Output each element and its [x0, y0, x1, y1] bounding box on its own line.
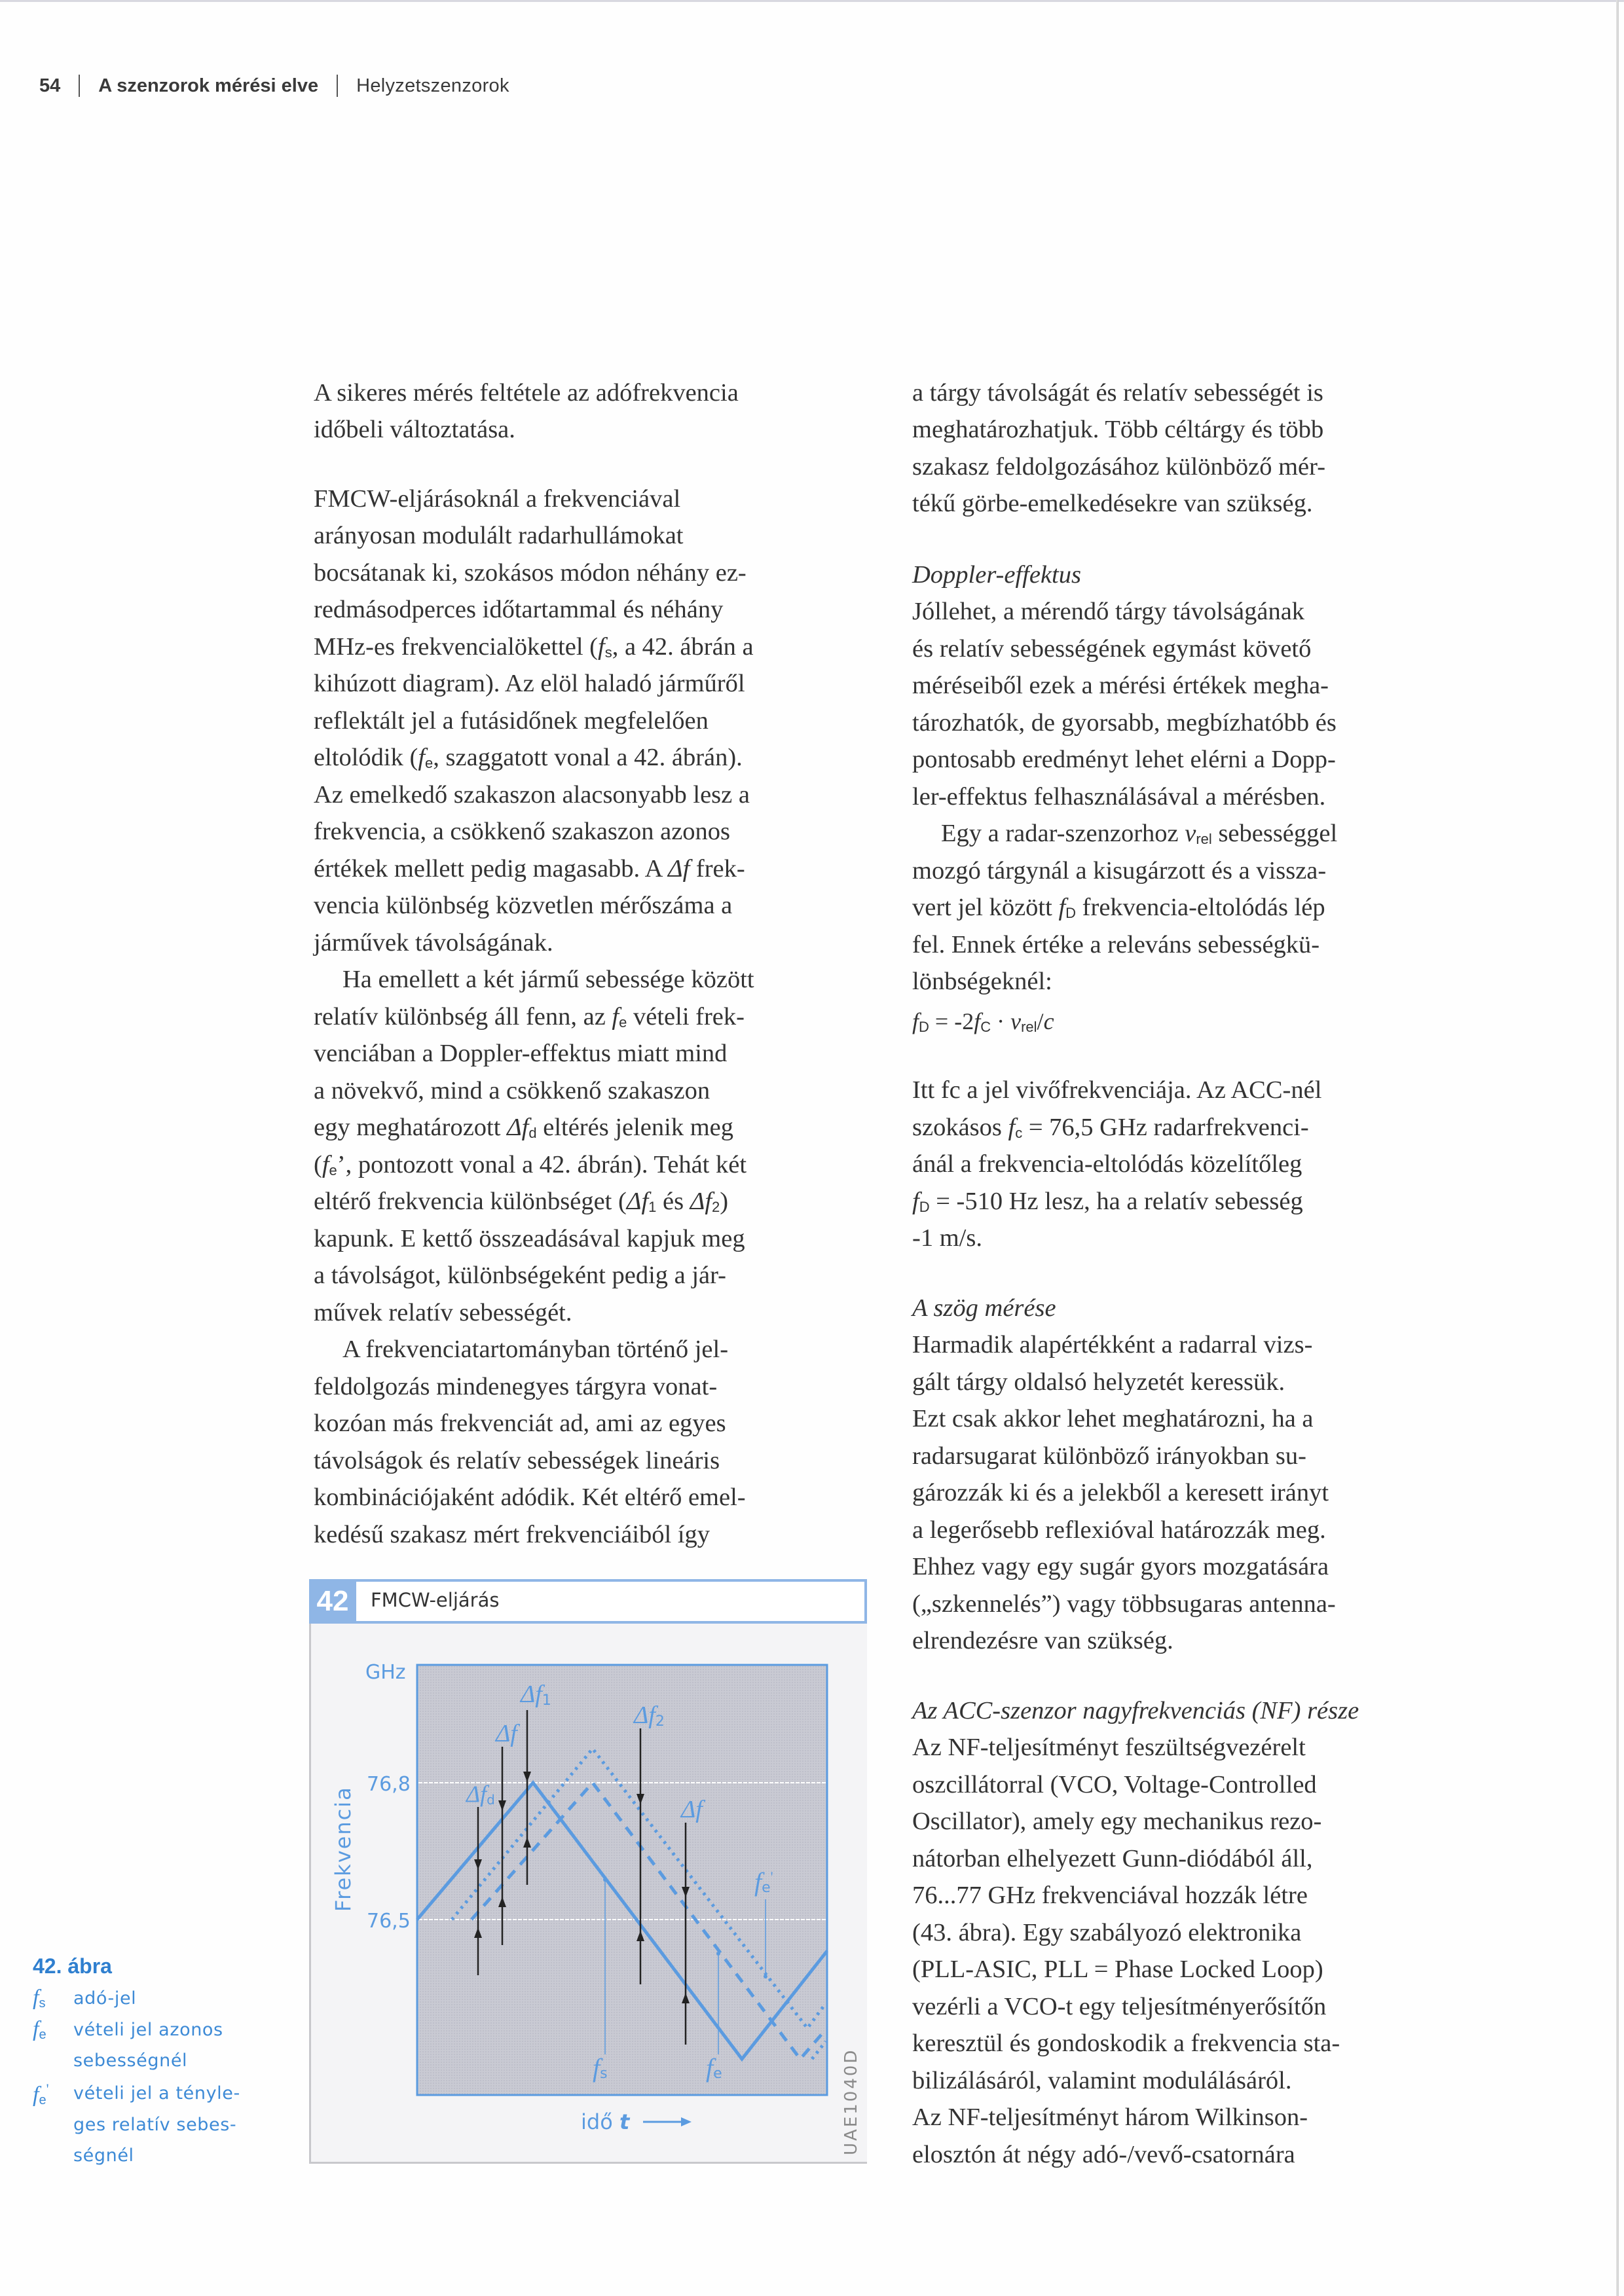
text-line: ánál a frekvencia-eltolódás közelítőleg	[912, 1150, 1302, 1178]
text-line: frekvencia, a csökkenő szakaszon azonos	[314, 818, 731, 845]
caption-text: sebességnél	[73, 2050, 188, 2071]
ytick-76-8: 76,8	[367, 1773, 411, 1796]
label-delta-f2: Δf2	[634, 1702, 665, 1730]
text-line: méréseiből ezek a mérési értékek megha-	[912, 672, 1329, 699]
text-line: elosztón át négy adó-/vevő-csatornára	[912, 2141, 1295, 2168]
text-line: lönbségeknél:	[912, 968, 1052, 995]
y-unit-label: GHz	[365, 1661, 406, 1684]
text-line: Itt fc a jel vivőfrekvenciája. Az ACC-nél	[912, 1076, 1322, 1104]
text-line: oszcillátorral (VCO, Voltage-Controlled	[912, 1771, 1317, 1798]
text-line: Ezt csak akkor lehet meghatározni, ha a	[912, 1405, 1314, 1432]
text-line: Jóllehet, a mérendő tárgy távolságának	[912, 598, 1305, 625]
text-line: művek relatív sebességét.	[314, 1299, 572, 1326]
text-line: a távolságot, különbségeként pedig a jár-	[314, 1262, 727, 1289]
text-line: (PLL-ASIC, PLL = Phase Locked Loop)	[912, 1956, 1323, 1983]
text-line: a tárgy távolságát és relatív sebességét is	[912, 379, 1323, 407]
text-line: bilizálásáról, valamint modulálásáról.	[912, 2067, 1292, 2094]
label-delta-f-right: Δf	[681, 1796, 703, 1823]
text-line: relatív különbség áll fenn, az $f_e$ vételi frek-	[314, 1003, 745, 1030]
text-line: Az NF-teljesítményt három Wilkinson-	[912, 2104, 1308, 2131]
label-delta-fd: Δfd	[466, 1781, 495, 1808]
caption-text: ges relatív sebes-	[73, 2115, 237, 2135]
text-line: venciában a Doppler-effektus miatt mind	[314, 1040, 728, 1067]
image-code: UAE1040D	[841, 2048, 861, 2155]
text-line: gált tárgy oldalsó helyzetét keressük.	[912, 1368, 1285, 1396]
ytick-76-5: 76,5	[367, 1910, 411, 1933]
text-line: értékek mellett pedig magasabb. A Δf frek-	[314, 855, 745, 883]
figure-title: FMCW-eljárás	[371, 1589, 500, 1611]
text-line: -1 m/s.	[912, 1224, 982, 1252]
figure-number-badge: 42	[309, 1579, 356, 1624]
text-line: meghatározhatjuk. Több céltárgy és több	[912, 416, 1324, 443]
text-line: tékű görbe-emelkedésekre van szükség.	[912, 490, 1313, 517]
text-line: távolságok és relatív sebességek lineáris	[314, 1447, 720, 1474]
caption-title: 42. ábra	[33, 1954, 112, 1978]
text-line: A sikeres mérés feltétele az adófrekvencia	[314, 379, 739, 407]
caption-symbol: $f_e'$	[33, 2081, 49, 2107]
text-line: („szkennelés”) vagy többsugaras antenna-	[912, 1590, 1336, 1618]
caption-text: ségnél	[73, 2145, 134, 2166]
caption-symbol: $f_e$	[33, 2017, 46, 2042]
doppler-equation: $f_D = -2f_C \cdot v_{rel}/c$	[912, 1008, 1054, 1035]
subheading-nf: Az ACC-szenzor nagyfrekvenciás (NF) része	[912, 1697, 1359, 1724]
text-line: FMCW-eljárásoknál a frekvenciával	[314, 485, 681, 513]
text-line: gározzák ki és a jelekből a keresett irányt	[912, 1479, 1329, 1506]
text-line: szakasz feldolgozásához különböző mér-	[912, 453, 1326, 481]
text-line: a növekvő, mind a csökkenő szakaszon	[314, 1077, 710, 1104]
subheading-doppler: Doppler-effektus	[912, 561, 1081, 589]
chapter-title: A szenzorok mérési elve	[98, 75, 319, 96]
text-line: 76...77 GHz frekvenciával hozzák létre	[912, 1882, 1308, 1909]
y-axis-label: Frekvencia	[331, 1786, 356, 1912]
text-line: vezérli a VCO-t egy teljesítményerősítőn	[912, 1993, 1327, 2020]
text-line: kombinációjaként adódik. Két eltérő emel-	[314, 1484, 746, 1511]
caption-text: vételi jel a tényle-	[73, 2083, 240, 2104]
page-number: 54	[39, 75, 61, 96]
text-line: Harmadik alapértékként a radarral vizs-	[912, 1331, 1313, 1358]
right-text-column	[912, 0, 1502, 2296]
caption-text: vételi jel azonos	[73, 2020, 223, 2040]
text-line: és relatív sebességének egymást követő	[912, 635, 1312, 663]
text-line: redmásodperces időtartammal és néhány	[314, 596, 724, 623]
text-line: Ehhez vagy egy sugár gyors mozgatására	[912, 1553, 1329, 1580]
caption-text: adó-jel	[73, 1988, 137, 2009]
text-line: időbeli változtatása.	[314, 416, 515, 443]
text-line: egy meghatározott $\Delta f_d$ eltérés jelenik meg	[314, 1114, 733, 1141]
section-title: Helyzetszenzorok	[356, 75, 509, 96]
text-line: bocsátanak ki, szokásos módon néhány ez-	[314, 559, 747, 587]
x-axis-label: idő t	[581, 2109, 630, 2134]
text-line: Egy a radar-szenzorhoz $v_{rel}$ sebességgel	[941, 820, 1338, 847]
text-line: kozóan más frekvenciát ad, ami az egyes	[314, 1410, 726, 1437]
caption-symbol: $f_s$	[33, 1986, 46, 2011]
text-line: járművek távolságának.	[314, 929, 553, 957]
text-line: elrendezésre van szükség.	[912, 1627, 1173, 1654]
text-line: kedésű szakasz mért frekvenciáiból így	[314, 1521, 710, 1548]
arrowhead-icon	[681, 2117, 692, 2126]
text-line: feldolgozás mindenegyes tárgyra vonat-	[314, 1373, 718, 1400]
text-line: arányosan modulált radarhullámokat	[314, 522, 684, 549]
text-line: a legerősebb reflexióval határozzák meg.	[912, 1516, 1326, 1544]
text-line: eltolódik ($f_e$, szaggatott vonal a 42. ábrán).	[314, 744, 743, 771]
label-fe-prime: fe'	[754, 1867, 773, 1897]
text-line: (43. ábra). Egy szabályozó elektronika	[912, 1919, 1302, 1946]
text-line: reflektált jel a futásidőnek megfelelően	[314, 707, 709, 735]
text-line: pontosabb eredményt lehet elérni a Dopp-	[912, 746, 1336, 773]
fmcw-chart	[309, 1624, 867, 2164]
text-line: ler-effektus felhasználásával a mérésben.	[912, 783, 1326, 811]
text-line: szokásos $f_c = 76,5$ GHz radarfrekvenci-	[912, 1114, 1309, 1141]
scan-right-edge	[1616, 0, 1619, 2296]
text-line: kapunk. E kettő összeadásával kapjuk meg	[314, 1225, 745, 1252]
label-delta-f-left: Δf	[496, 1720, 517, 1747]
text-line: kihúzott diagram). Az elöl haladó járműről	[314, 670, 745, 697]
text-line: nátorban elhelyezett Gunn-diódából áll,	[912, 1845, 1313, 1872]
text-line: Az emelkedő szakaszon alacsonyabb lesz a	[314, 781, 750, 809]
text-line: eltérő frekvencia különbséget ($\Delta f_1$ és $\Delta f_2$)	[314, 1188, 729, 1215]
text-line: mozgó tárgynál a kisugárzott és a vissza-	[912, 857, 1327, 884]
text-line: keresztül és gondoskodik a frekvencia sta-	[912, 2030, 1340, 2057]
subheading-angle: A szög mérése	[912, 1294, 1056, 1322]
text-line: Az NF-teljesítményt feszültségvezérelt	[912, 1734, 1306, 1761]
text-line: Ha emellett a két jármű sebessége között	[342, 966, 754, 993]
text-line: MHz-es frekvencialökettel ($f_s$, a 42. ábrán a	[314, 633, 754, 661]
text-line: ($f_e$’, pontozott vonal a 42. ábrán). Tehát két	[314, 1151, 747, 1178]
label-delta-f1: Δf1	[521, 1681, 551, 1709]
text-line: Oscillator), amely egy mechanikus rezo-	[912, 1808, 1322, 1835]
head-separator	[79, 75, 80, 97]
text-line: radarsugarat különböző irányokban su-	[912, 1442, 1306, 1470]
text-line: A frekvenciatartományban történő jel-	[342, 1336, 729, 1363]
label-fs: fs	[593, 2053, 608, 2083]
text-line: $f_D = -510$ Hz lesz, ha a relatív sebesség	[912, 1188, 1303, 1215]
text-line: fel. Ennek értéke a releváns sebességkü-	[912, 931, 1320, 958]
label-fe: fe	[706, 2053, 722, 2083]
text-line: vert jel között $f_D$ frekvencia-eltolódás lép	[912, 894, 1325, 921]
text-line: tározhatók, de gyorsabb, megbízhatóbb és	[912, 709, 1337, 737]
text-line: vencia különbség közvetlen mérőszáma a	[314, 892, 733, 919]
